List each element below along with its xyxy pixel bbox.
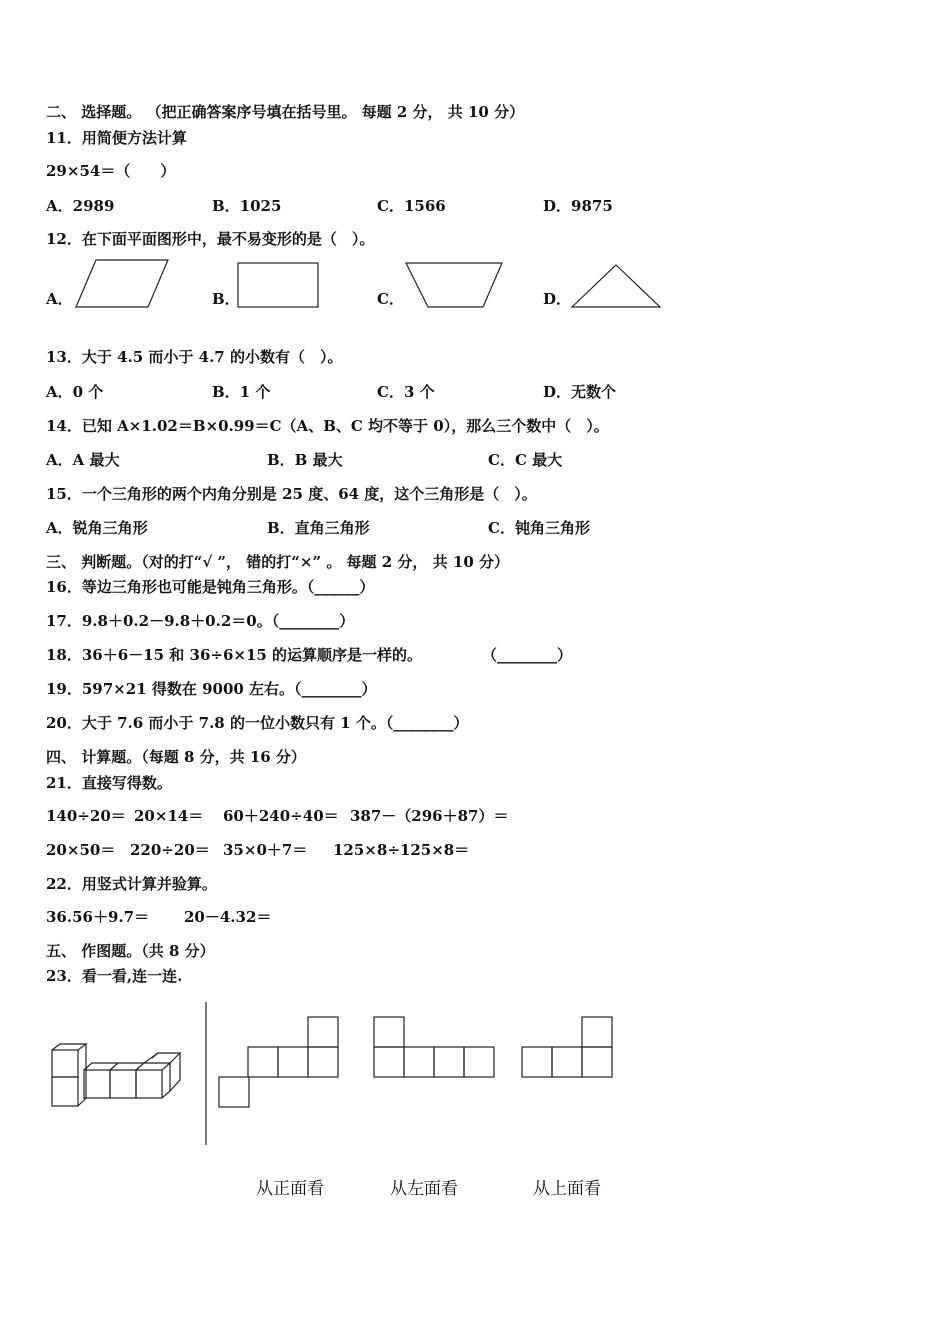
q15-option-a[interactable]: A．锐角三角形: [46, 519, 148, 537]
q18: 18．36＋6－15 和 36÷6×15 的运算顺序是一样的。: [46, 646, 423, 664]
q21-item: 140÷20＝: [46, 807, 126, 825]
q16: 16．等边三角形也可能是钝角三角形。（______）: [46, 578, 375, 596]
q15-stem: 15．一个三角形的两个内角分别是 25 度、64 度，这个三角形是（ ）。: [46, 485, 537, 503]
q11-option-b[interactable]: B．1025: [212, 197, 282, 215]
q17: 17．9.8＋0.2－9.8＋0.2＝0。（________）: [46, 612, 355, 630]
caption-front-view: 从正面看: [256, 1179, 324, 1199]
triangle-icon: [572, 265, 660, 307]
q12-option-b-label[interactable]: B．: [212, 290, 240, 308]
q21-item: 35×0＋7＝: [223, 841, 308, 859]
q15-option-b[interactable]: B．直角三角形: [267, 519, 370, 537]
view-grid-2: [374, 1017, 494, 1077]
q22-item: 36.56＋9.7＝: [46, 908, 150, 926]
q18-answer-blank[interactable]: （________）: [482, 646, 573, 664]
q21-item: 125×8÷125×8＝: [333, 841, 470, 859]
parallelogram-icon: [76, 260, 168, 307]
q13-option-b[interactable]: B．1 个: [212, 383, 271, 401]
caption-left-view: 从左面看: [390, 1179, 458, 1199]
q21-stem: 21．直接写得数。: [46, 774, 172, 792]
q21-item: 387－（296＋87）＝: [350, 807, 509, 825]
q23-stem: 23．看一看,连一连.: [46, 967, 183, 985]
q21-item: 20×14＝: [134, 807, 204, 825]
q19: 19．597×21 得数在 9000 左右。（________）: [46, 680, 377, 698]
q23-figures: [0, 990, 950, 1160]
q13-stem: 13．大于 4.5 而小于 4.7 的小数有（ ）。: [46, 348, 343, 366]
q13-option-c[interactable]: C．3 个: [377, 383, 435, 401]
section3-header: 三、 判断题。（对的打“√ ”， 错的打“×” 。 每题 2 分， 共 10 分）: [46, 553, 509, 571]
q11-option-c[interactable]: C．1566: [377, 197, 446, 215]
q12-shapes: [0, 0, 950, 340]
q13-option-d[interactable]: D．无数个: [543, 383, 617, 401]
rectangle-icon: [238, 263, 318, 307]
trapezoid-icon: [406, 263, 502, 307]
solid-3d-icon: [52, 1044, 180, 1106]
q11-expression: 29×54＝（ ）: [46, 162, 176, 180]
q21-item: 20×50＝: [46, 841, 116, 859]
view-grid-3: [522, 1017, 612, 1077]
q22-stem: 22．用竖式计算并验算。: [46, 875, 217, 893]
q14-option-c[interactable]: C．C 最大: [488, 451, 563, 469]
caption-top-view: 从上面看: [533, 1179, 601, 1199]
q20: 20．大于 7.6 而小于 7.8 的一位小数只有 1 个。（________）: [46, 714, 469, 732]
q14-stem: 14．已知 A×1.02＝B×0.99＝C（A、B、C 均不等于 0），那么三个数中（ ）。: [46, 417, 609, 435]
q11-option-d[interactable]: D．9875: [543, 197, 613, 215]
section4-header: 四、 计算题。（每题 8 分，共 16 分）: [46, 748, 306, 766]
q14-option-b[interactable]: B．B 最大: [267, 451, 343, 469]
section5-header: 五、 作图题。（共 8 分）: [46, 942, 215, 960]
q11-option-a[interactable]: A．2989: [46, 197, 115, 215]
q21-item: 220÷20＝: [130, 841, 210, 859]
q13-option-a[interactable]: A．0 个: [46, 383, 104, 401]
section2-header: 二、 选择题。 （把正确答案序号填在括号里。 每题 2 分， 共 10 分）: [46, 103, 525, 121]
q12-stem: 12．在下面平面图形中，最不易变形的是（ ）。: [46, 230, 375, 248]
q12-option-d-label[interactable]: D．: [543, 290, 572, 308]
view-grid-1: [219, 1017, 338, 1107]
q11-stem: 11．用简便方法计算: [46, 129, 187, 147]
q15-option-c[interactable]: C．钝角三角形: [488, 519, 590, 537]
q12-option-a-label[interactable]: A．: [46, 290, 73, 308]
q22-item: 20－4.32＝: [184, 908, 272, 926]
q14-option-a[interactable]: A．A 最大: [46, 451, 120, 469]
q12-option-c-label[interactable]: C．: [377, 290, 404, 308]
q21-item: 60＋240÷40＝: [223, 807, 339, 825]
